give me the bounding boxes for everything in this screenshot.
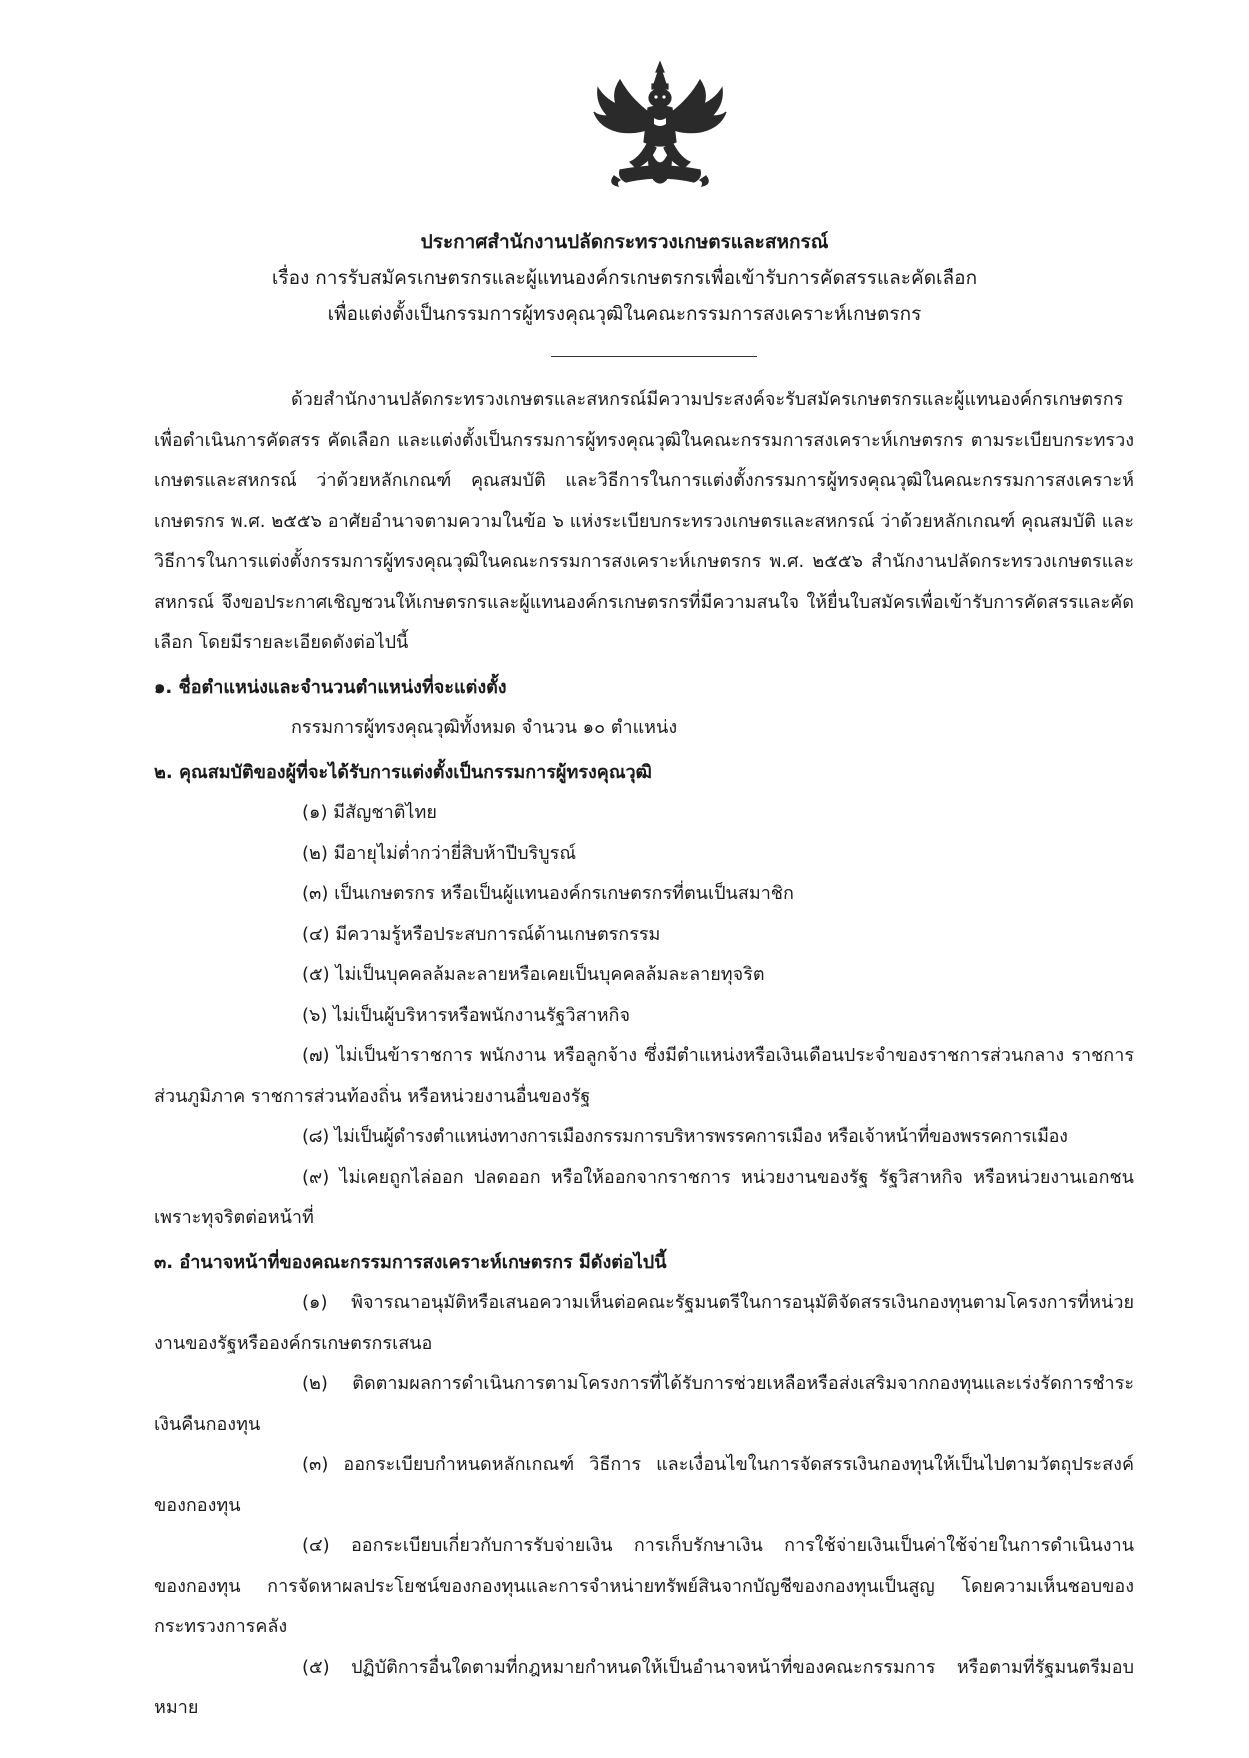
announcement-header <box>0 224 1249 332</box>
section-2-heading: ๒. คุณสมบัติของผู้ที่จะได้รับการแต่งตั้งเป็นกรรมการผู้ทรงคุณวุฒิ <box>154 761 652 783</box>
qualification-item: (๕) ไม่เป็นบุคคลล้มละลายหรือเคยเป็นบุคคลล้มละลายทุจริต <box>302 964 765 985</box>
section-1-heading: ๑. ชื่อตำแหน่งและจำนวนตำแหน่งที่จะแต่งตั้ง <box>154 676 507 698</box>
duty-item: (๕) ปฏิบัติการอื่นใดตามที่กฎหมายกำหนดให้เป็นอำนาจหน้าที่ของคณะกรรมการ หรือตามที่รัฐมนตรีมอบหมาย <box>154 1656 1134 1718</box>
qualification-item: (๑) มีสัญชาติไทย <box>302 802 437 823</box>
announcement-title: ประกาศสำนักงานปลัดกระทรวงเกษตรและสหกรณ์ <box>420 231 829 253</box>
intro-paragraph: ด้วยสำนักงานปลัดกระทรวงเกษตรและสหกรณ์มีความประสงค์จะรับสมัครเกษตรกรและผู้แทนองค์กรเกษตรกร เพื่อดำเนินการคัดสรร คัดเลือก และแต่งตั้งเป็นกรรมการผู้ทรงคุณวุฒิในคณะกรรมการสงเคราะห์เกษตรกร ตามระเบียบกระทรวงเกษตรและสหกรณ์ ว่าด้วยหลักเกณฑ์ คุณสมบัติ และวิธีการในการแต่งตั้งกรรมการผู้ทรงคุณวุฒิในคณะกรรมการสงเคราะห์เกษตรกร พ.ศ. ๒๕๕๖ อาศัยอำนาจตามความในข้อ ๖ แห่งระเบียบกระทรวงเกษตรและสหกรณ์ ว่าด้วยหลักเกณฑ์ คุณสมบัติ และวิธีการในการแต่งตั้งกรรมการผู้ทรงคุณวุฒิในคณะกรรมการสงเคราะห์เกษตรกร พ.ศ. ๒๕๕๖ สำนักงานปลัดกระทรวงเกษตรและสหกรณ์ จึงขอประกาศเชิญชวนให้เกษตรกรและผู้แทนองค์กรเกษตรกรที่มีความสนใจ ให้ยื่นใบสมัครเพื่อเข้ารับการคัดสรรและคัดเลือก โดยมีรายละเอียดดังต่อไปนี้ <box>154 389 1134 653</box>
duty-item: (๔) ออกระเบียบเกี่ยวกับการรับจ่ายเงิน การเก็บรักษาเงิน การใช้จ่ายเงินเป็นค่าใช้จ่ายในการดำเนินงานของกองทุน การจัดหาผลประโยชน์ของกองทุนและการจำหน่ายทรัพย์สินจากบัญชีของกองทุนเป็นสูญ โดยความเห็นชอบของกระทรวงการคลัง <box>154 1535 1134 1637</box>
qualification-item: (๓) เป็นเกษตรกร หรือเป็นผู้แทนองค์กรเกษตรกรที่ตนเป็นสมาชิก <box>302 883 794 904</box>
qualification-item: (๘) ไม่เป็นผู้ดำรงตำแหน่งทางการเมืองกรรมการบริหารพรรคการเมือง หรือเจ้าหน้าที่ของพรรคการเมือง <box>302 1126 1068 1147</box>
section-3-heading: ๓. อำนาจหน้าที่ของคณะกรรมการสงเคราะห์เกษตรกร มีดังต่อไปนี้ <box>154 1251 667 1273</box>
qualification-item: (๒) มีอายุไม่ต่ำกว่ายี่สิบห้าปีบริบูรณ์ <box>302 842 577 864</box>
duty-item: (๒) ติดตามผลการดำเนินการตามโครงการที่ได้รับการช่วยเหลือหรือส่งเสริมจากกองทุนและเร่งรัดการชำระเงินคืนกองทุน <box>154 1373 1134 1435</box>
subject-line-2: เพื่อแต่งตั้งเป็นกรรมการผู้ทรงคุณวุฒิในคณะกรรมการสงเคราะห์เกษตรกร <box>327 303 922 325</box>
duty-item: (๓) ออกระเบียบกำหนดหลักเกณฑ์ วิธีการ และเงื่อนไขในการจัดสรรเงินกองทุนให้เป็นไปตามวัตถุประสงค์ของกองทุน <box>154 1454 1134 1516</box>
header-divider <box>551 356 757 357</box>
qualification-item: (๗) ไม่เป็นข้าราชการ พนักงาน หรือลูกจ้าง ซึ่งมีตำแหน่งหรือเงินเดือนประจำของราชการส่วนกลาง ราชการส่วนภูมิภาค ราชการส่วนท้องถิ่น หรือหน่วยงานอื่นของรัฐ <box>154 1045 1134 1107</box>
qualification-item: (๙) ไม่เคยถูกไล่ออก ปลดออก หรือให้ออกจากราชการ หน่วยงานของรัฐ รัฐวิสาหกิจ หรือหน่วยงานเอกชน เพราะทุจริตต่อหน้าที่ <box>154 1166 1134 1228</box>
section-1-text: กรรมการผู้ทรงคุณวุฒิทั้งหมด จำนวน ๑๐ ตำแหน่ง <box>291 717 678 738</box>
announcement-body <box>154 380 1134 1729</box>
qualification-item: (๖) ไม่เป็นผู้บริหารหรือพนักงานรัฐวิสาหกิจ <box>302 1004 630 1026</box>
qualification-item: (๔) มีความรู้หรือประสบการณ์ด้านเกษตรกรรม <box>302 923 661 945</box>
garuda-emblem-icon <box>590 58 730 198</box>
duty-item: (๑) พิจารณาอนุมัติหรือเสนอความเห็นต่อคณะรัฐมนตรีในการอนุมัติจัดสรรเงินกองทุนตามโครงการที่หน่วยงานของรัฐหรือองค์กรเกษตรกรเสนอ <box>154 1292 1134 1354</box>
subject-line-1: เรื่อง การรับสมัครเกษตรกรและผู้แทนองค์กรเกษตรกรเพื่อเข้ารับการคัดสรรและคัดเลือก <box>271 267 978 289</box>
